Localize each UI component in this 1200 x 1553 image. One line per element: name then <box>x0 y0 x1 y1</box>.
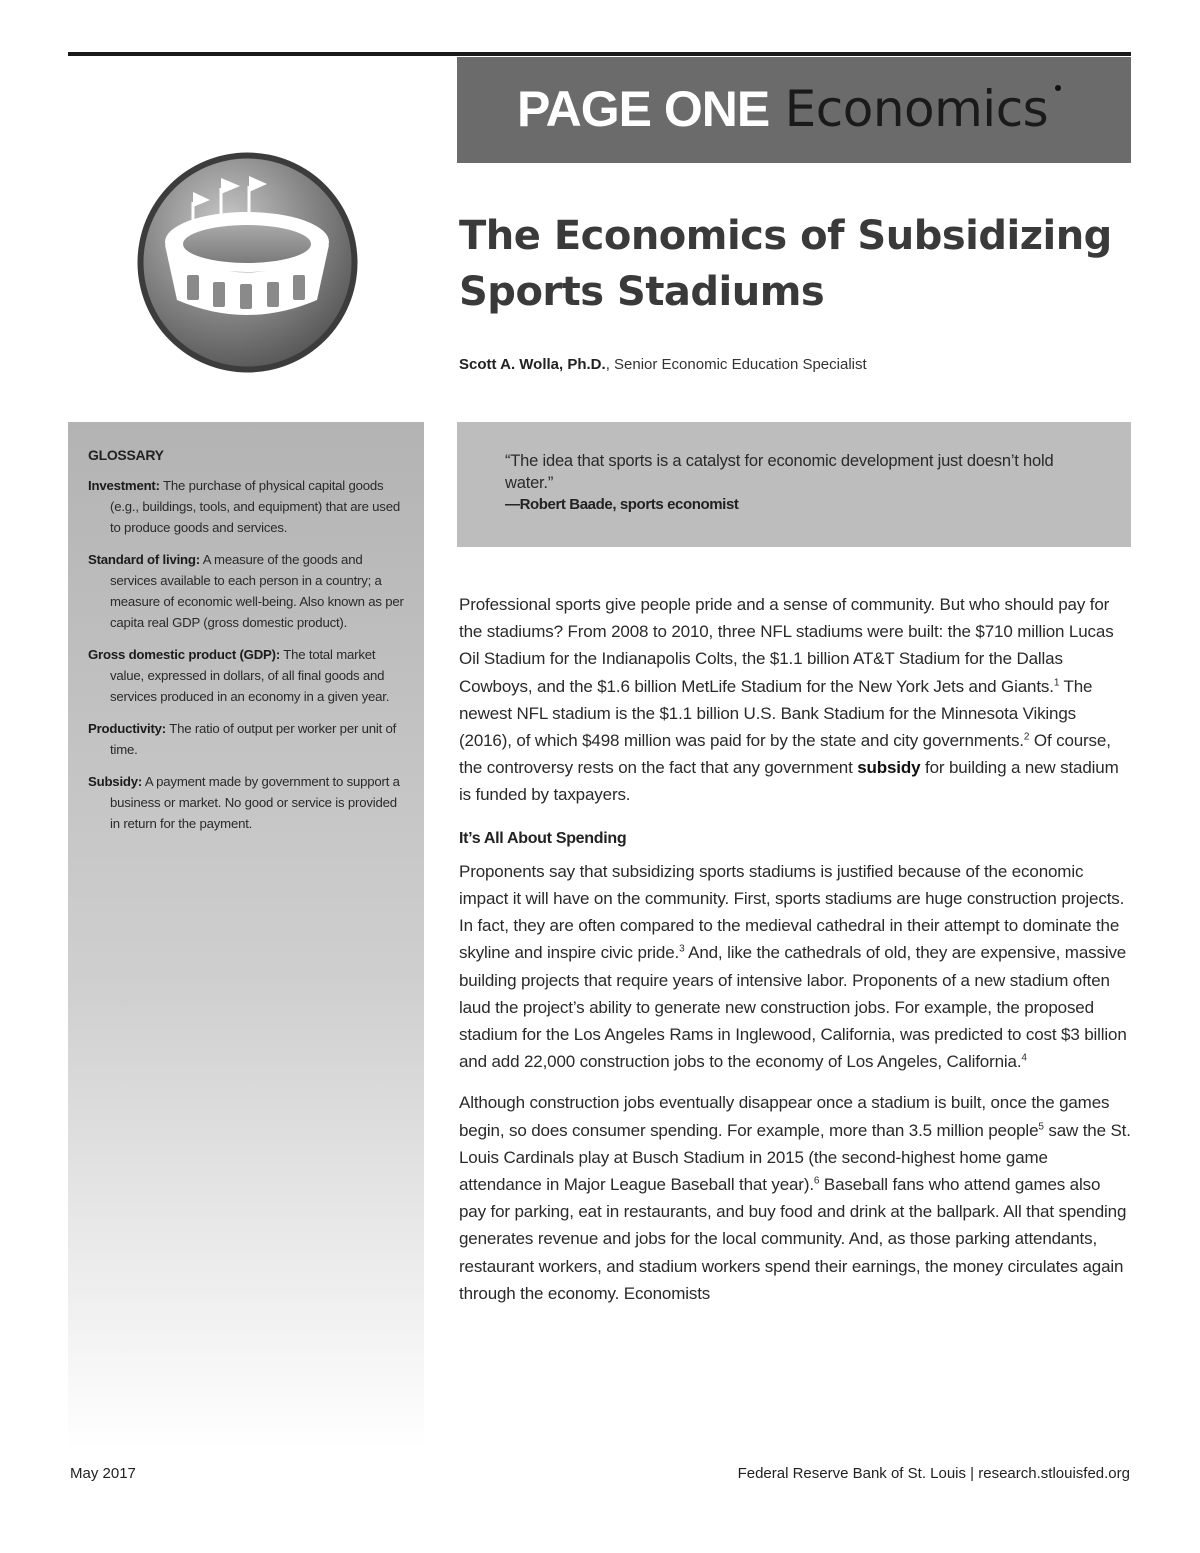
glossary-entry <box>88 771 404 834</box>
glossary-entry <box>88 718 404 760</box>
glossary-definition: A measure of the goods and services available to each person in a country; a measure of economic well-being. Also known as per capita real GDP (gross domestic product). <box>110 552 404 630</box>
footnote-ref: 5 <box>1038 1121 1044 1132</box>
glossary-term-highlight: subsidy <box>857 758 921 778</box>
body-paragraph <box>459 591 1131 809</box>
trademark-dot <box>1055 85 1061 91</box>
body-text: Of course, the controversy rests on the fact that any government <box>459 731 1111 778</box>
pull-quote <box>457 422 1131 547</box>
quote-text: “The idea that sports is a catalyst for economic development just doesn’t hold water.” <box>505 452 1054 492</box>
top-rule <box>68 52 1131 56</box>
glossary-entry <box>88 644 404 707</box>
body-text: Baseball fans who attend games also pay for parking, eat in restaurants, and buy food and drink at the ballpark. All that spending generates revenue and jobs for the local community. And, as those parking attendants, restaurant workers, and stadium workers spend their earnings, the money circulates again through the economy. Economists <box>459 1175 1127 1303</box>
glossary-term: Gross domestic product (GDP): <box>88 647 281 662</box>
section-heading: It’s All About Spending <box>459 829 627 847</box>
body-text: saw the St. Louis Cardinals play at Busch Stadium in 2015 (the second-highest home game attendance in Major League Baseball that year). <box>459 1120 1131 1195</box>
footnote-ref: 2 <box>1023 731 1030 743</box>
article-title <box>459 208 1119 320</box>
footnote-ref: 4 <box>1021 1052 1027 1064</box>
body-text: Although construction jobs eventually disappear once a stadium is built, once the games begin, so does consumer spending. For example, more than 3.5 million people <box>459 1093 1110 1140</box>
glossary-sidebar <box>68 422 424 1450</box>
body-paragraph <box>459 858 1131 1076</box>
byline <box>459 355 867 375</box>
glossary-definition: The ratio of output per worker per unit of time. <box>110 721 397 757</box>
title-line-1: The Economics of Subsidizing <box>459 213 1112 259</box>
masthead-bold: PAGE ONE <box>517 81 770 137</box>
footnote-ref: 1 <box>1053 676 1060 688</box>
footer-publisher: Federal Reserve Bank of St. Louis | research.stlouisfed.org <box>737 1465 1130 1482</box>
body-text: The newest NFL stadium is the $1.1 billion U.S. Bank Stadium for the Minnesota Vikings (2016), of which $498 million was paid for by the state and city governments. <box>459 676 1093 751</box>
glossary-term: Productivity: <box>88 721 166 736</box>
footnote-ref: 3 <box>679 943 685 955</box>
glossary-term: Investment: <box>88 478 160 493</box>
body-paragraph <box>459 1089 1131 1307</box>
masthead-title <box>517 79 1048 139</box>
title-line-2: Sports Stadiums <box>459 269 825 315</box>
glossary-entry <box>88 475 404 538</box>
masthead-light: Economics <box>784 80 1049 138</box>
glossary-term: Subsidy: <box>88 774 143 789</box>
glossary-definition: The total market value, expressed in dollars, of all final goods and services produced in an economy in a given year. <box>110 647 390 704</box>
article-body <box>459 591 1131 1321</box>
masthead-banner <box>457 57 1131 163</box>
quote-attribution: —Robert Baade, sports economist <box>505 496 739 513</box>
glossary-heading: GLOSSARY <box>88 447 164 463</box>
glossary-term: Standard of living: <box>88 552 200 567</box>
author-name: Scott A. Wolla, Ph.D. <box>459 356 606 373</box>
author-role: , Senior Economic Education Specialist <box>605 356 867 373</box>
footnote-ref: 6 <box>813 1175 820 1187</box>
stadium-icon <box>135 150 360 375</box>
body-text: Professional sports give people pride and a sense of community. But who should pay for the stadiums? From 2008 to 2010, three NFL stadiums were built: the $710 million Lucas Oil Stadium for the Indianapolis Colts, the $1.1 billion AT&T Stadium for the Dallas Cowboys, and the $1.6 billion MetLife Stadium for the New York Jets and Giants. <box>459 595 1114 696</box>
body-text: for building a new stadium is funded by taxpayers. <box>459 758 1119 805</box>
glossary-entry <box>88 549 404 633</box>
glossary-definition: A payment made by government to support a business or market. No good or service is provided in return for the payment. <box>110 774 400 831</box>
body-text: Proponents say that subsidizing sports stadiums is justified because of the economic impact it will have on the community. First, sports stadiums are huge construction projects. In fact, they are often compared to the medieval cathedral in their attempt to dominate the skyline and inspire civic pride. <box>459 861 1125 963</box>
glossary-definition: The purchase of physical capital goods (e.g., buildings, tools, and equipment) that are used to produce goods and services. <box>110 478 400 535</box>
body-text: And, like the cathedrals of old, they are expensive, massive building projects that require years of intensive labor. Proponents of a new stadium often laud the project’s ability to generate new construction jobs. For example, the proposed stadium for the Los Angeles Rams in Inglewood, California, was predicted to cost $3 billion and add 22,000 construction jobs to the economy of Los Angeles, California. <box>459 943 1127 1072</box>
footer-date: May 2017 <box>70 1465 136 1482</box>
